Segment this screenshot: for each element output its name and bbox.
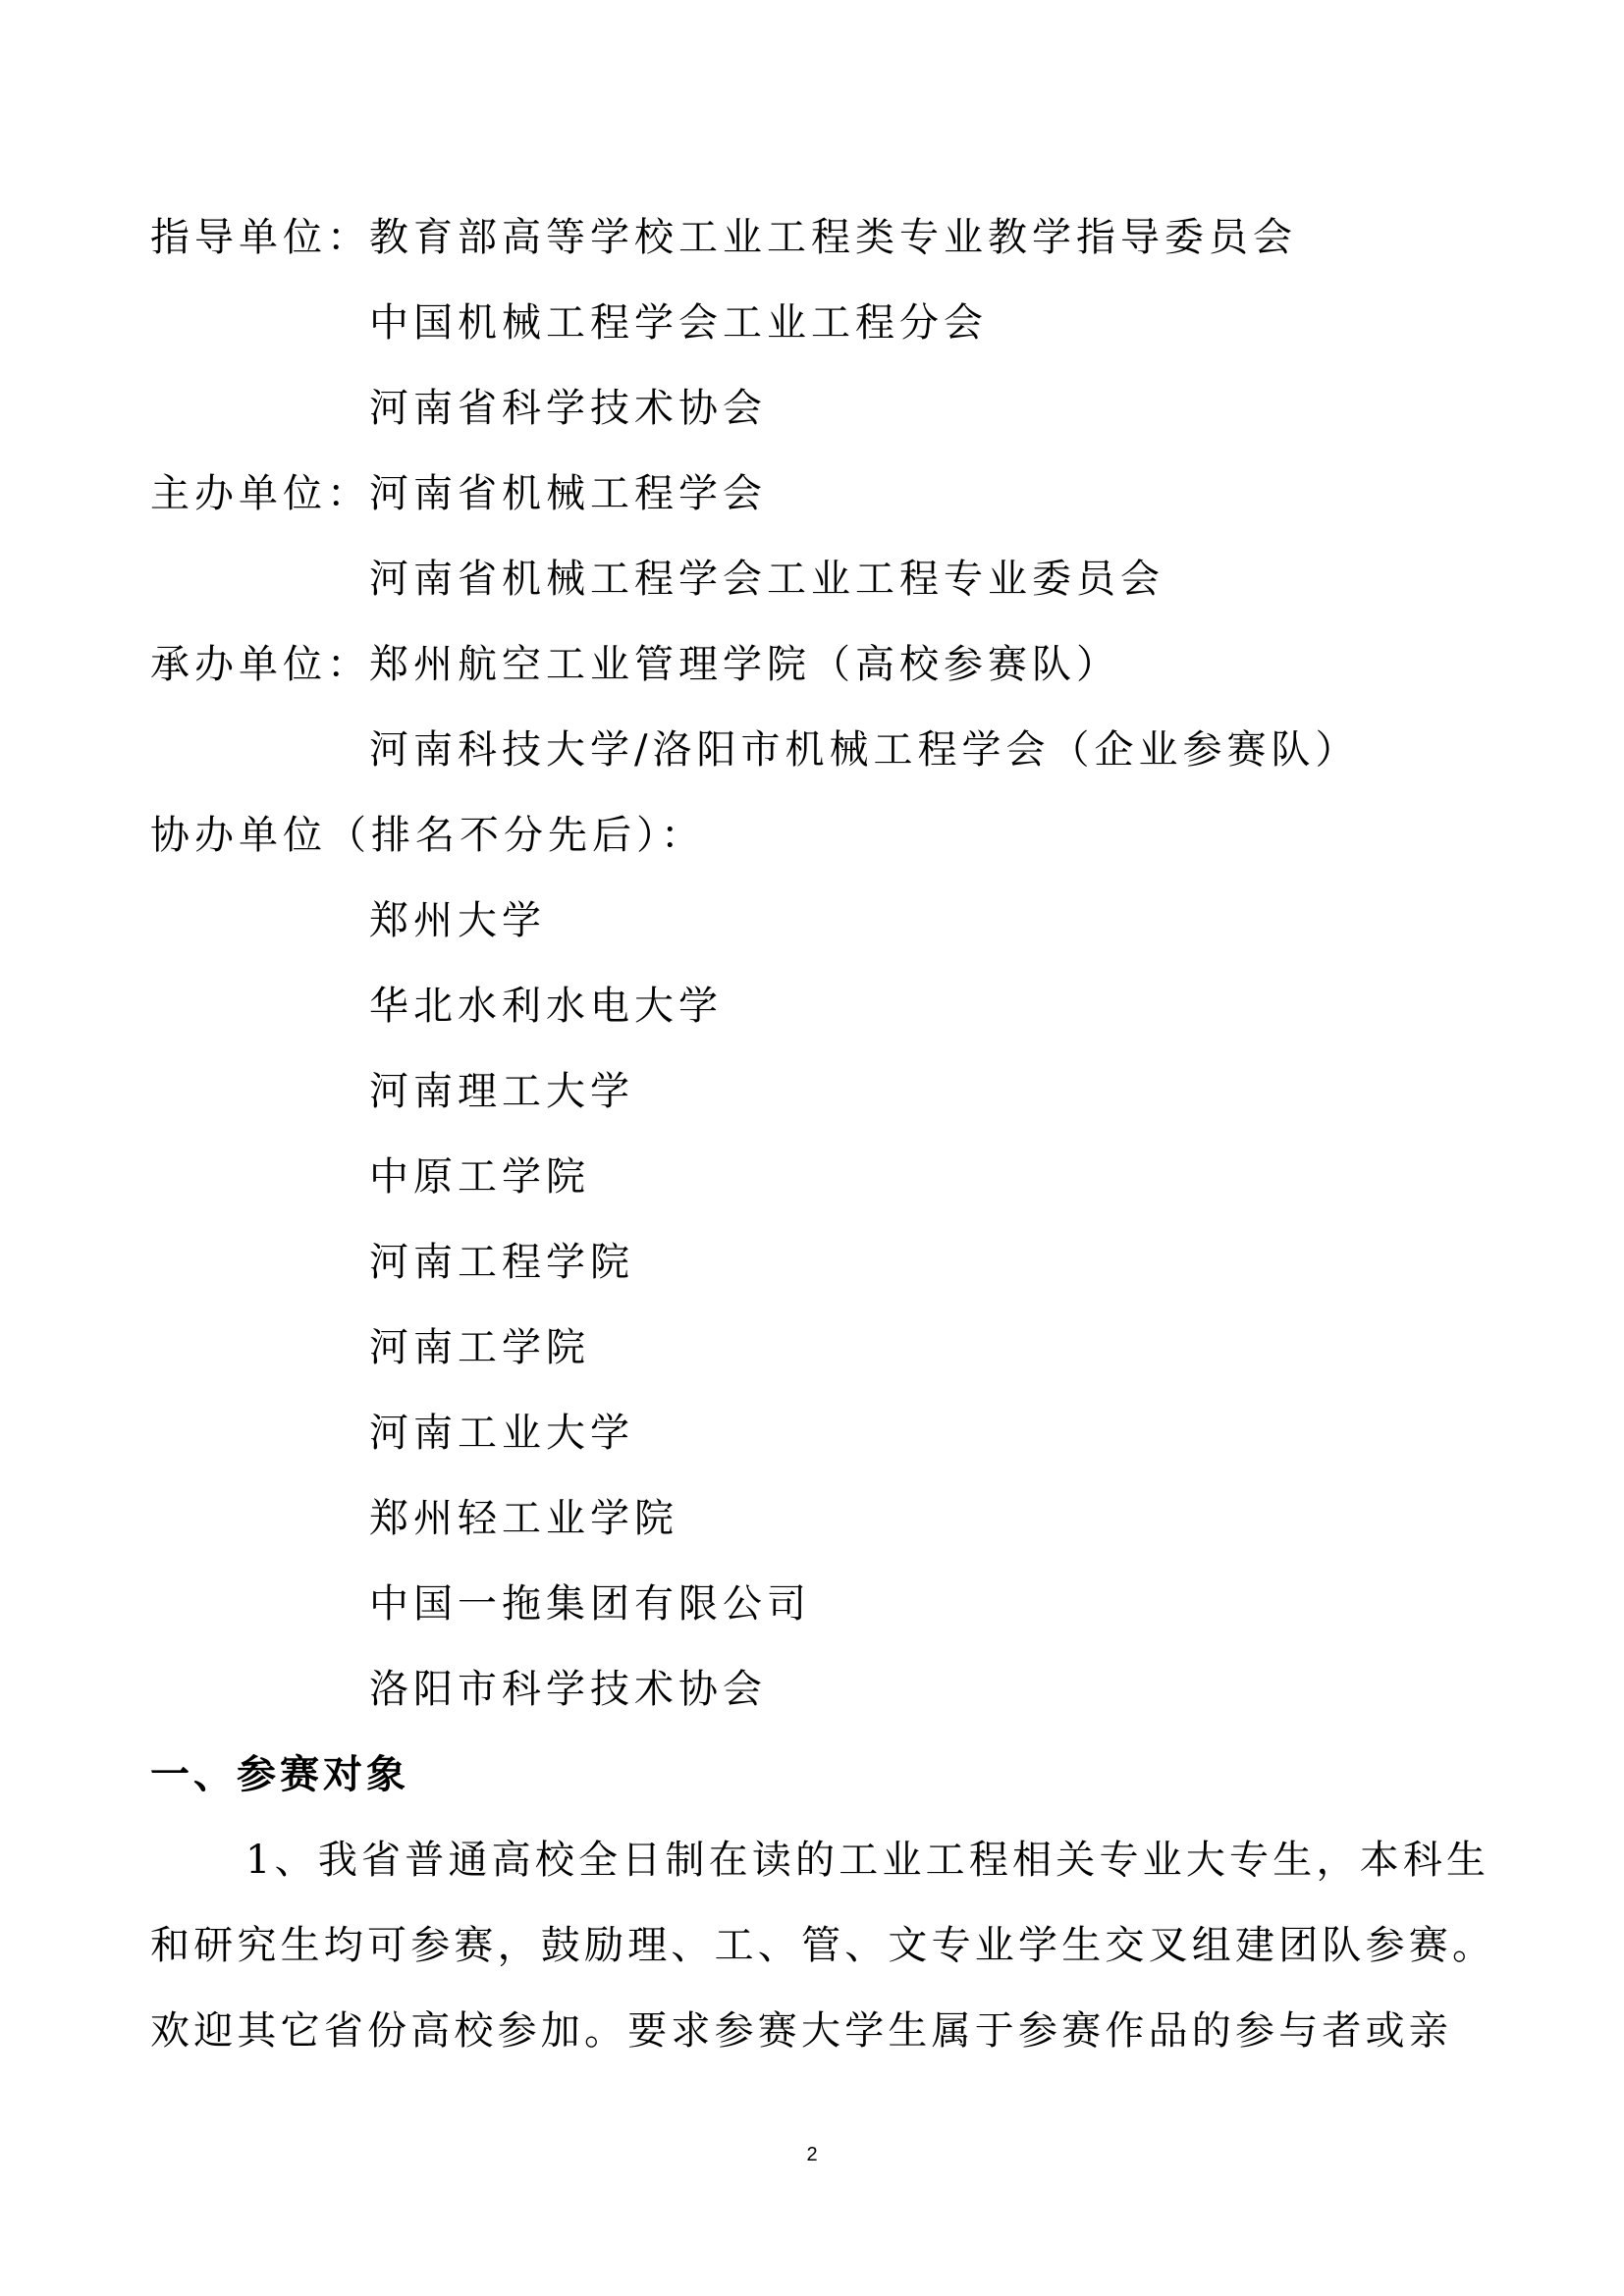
guidance-label: 指导单位： (150, 215, 371, 260)
host-unit: 河南省机械工程学会工业工程专业委员会 (369, 557, 1164, 602)
organizer-label: 承办单位： (150, 642, 371, 687)
guidance-unit: 中国机械工程学会工业工程分会 (369, 300, 988, 346)
paragraph-line: 1、我省普通高校全日制在读的工业工程相关专业大专生，本科生 (245, 1838, 1490, 1883)
co-organizer-unit: 河南工程学院 (369, 1240, 634, 1285)
co-organizer-unit: 郑州轻工业学院 (369, 1496, 678, 1541)
guidance-unit: 教育部高等学校工业工程类专业教学指导委员会 (369, 215, 1297, 260)
co-organizer-unit: 郑州大学 (369, 898, 546, 943)
co-organizer-unit: 洛阳市科学技术协会 (369, 1667, 767, 1712)
co-organizer-unit: 中原工学院 (369, 1154, 590, 1200)
organizer-unit: 河南科技大学/洛阳市机械工程学会（企业参赛队） (369, 727, 1360, 773)
co-organizer-unit: 华北水利水电大学 (369, 984, 723, 1029)
organizer-unit: 郑州航空工业管理学院（高校参赛队） (369, 642, 1120, 687)
co-organizer-unit: 河南工学院 (369, 1325, 590, 1370)
co-organizer-unit: 河南工业大学 (369, 1411, 634, 1456)
section-heading: 一、参赛对象 (150, 1752, 409, 1797)
co-organizer-label: 协办单位（排名不分先后）： (150, 813, 705, 858)
page-number: 2 (806, 2144, 818, 2165)
paragraph-line: 欢迎其它省份高校参加。要求参赛大学生属于参赛作品的参与者或亲 (150, 2008, 1452, 2054)
host-label: 主办单位： (150, 471, 371, 516)
co-organizer-unit: 河南理工大学 (369, 1069, 634, 1114)
host-unit: 河南省机械工程学会 (369, 471, 767, 516)
guidance-unit: 河南省科学技术协会 (369, 386, 767, 431)
paragraph-line: 和研究生均可参赛，鼓励理、工、管、文专业学生交叉组建团队参赛。 (150, 1923, 1496, 1968)
co-organizer-unit: 中国一拖集团有限公司 (369, 1581, 811, 1627)
